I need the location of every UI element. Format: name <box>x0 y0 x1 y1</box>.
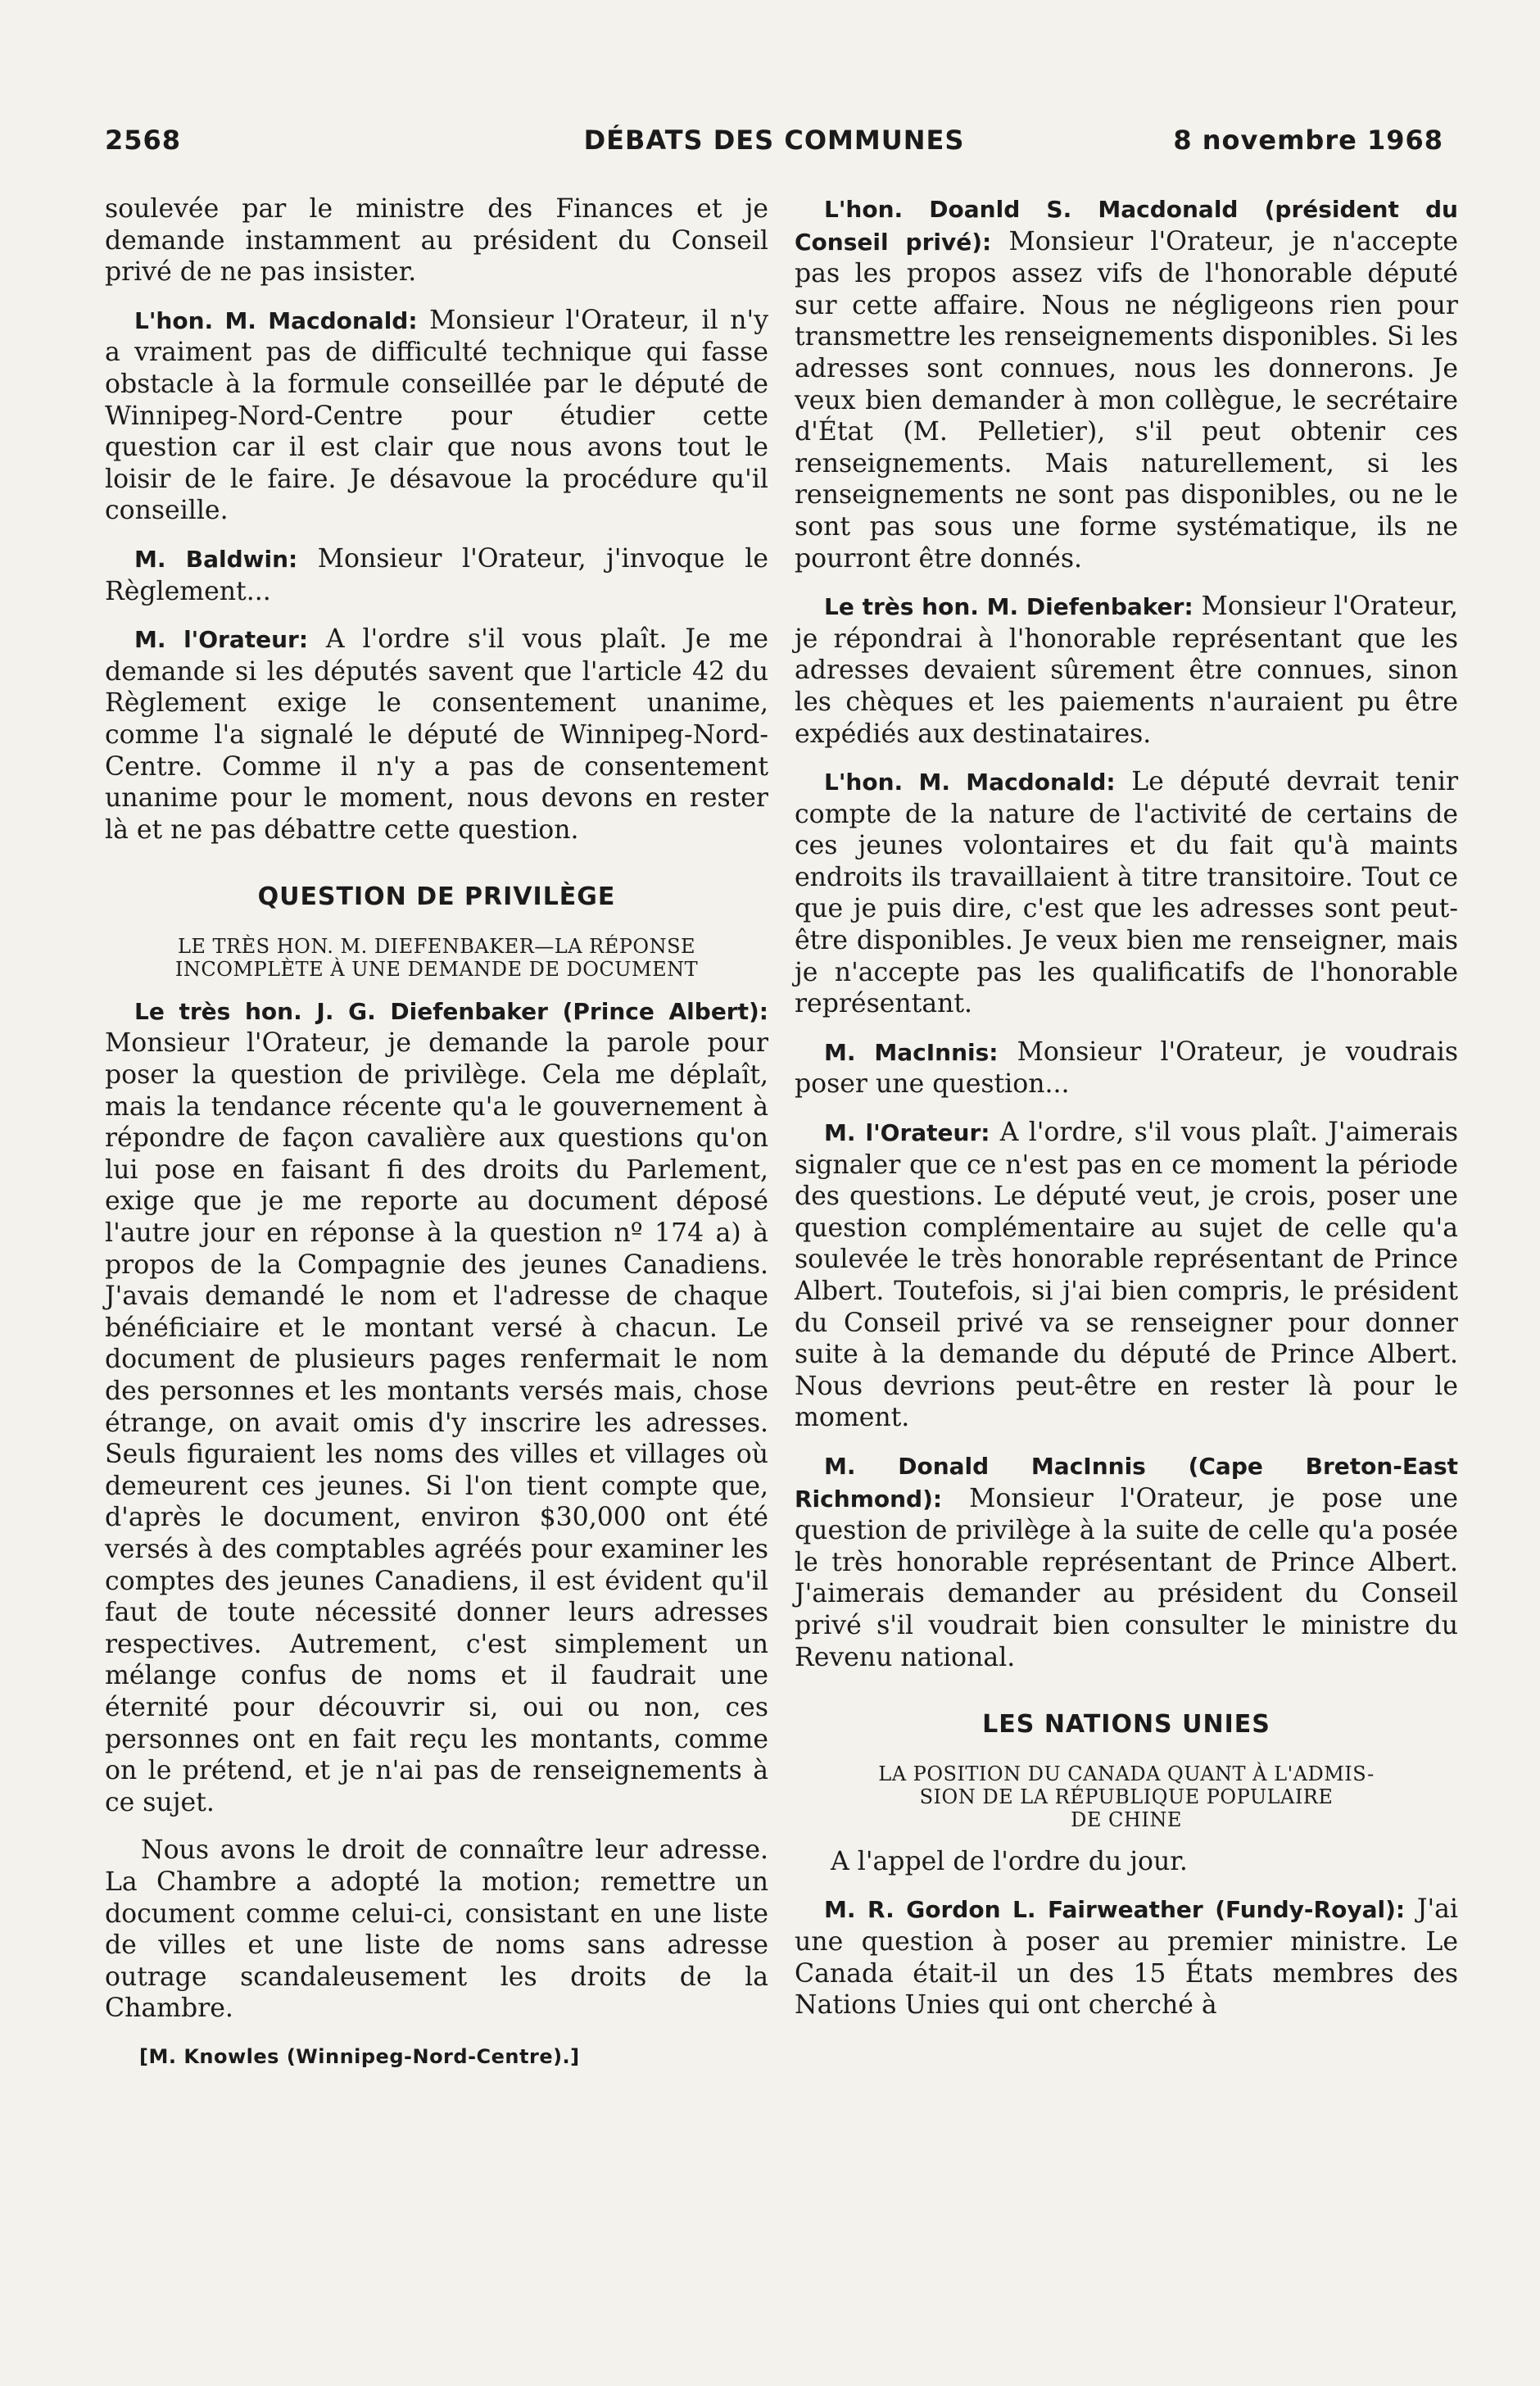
speaker-name: M. Baldwin: <box>134 545 298 573</box>
paragraph: Nous avons le droit de connaître leur adresse. La Chambre a adopté la motion; remettre un document comme celui-ci, consistant en une liste de villes et une liste de noms sans adresse outrage scandaleusement les droits de la Chambre. <box>105 1835 768 2024</box>
speech-text: Monsieur l'Orateur, j'invoque le Règlement... <box>105 543 768 606</box>
right-column <box>795 193 1458 2038</box>
paragraph <box>795 591 1458 750</box>
paragraph <box>105 543 768 607</box>
speaker-note: [M. Knowles (Winnipeg-Nord-Centre).] <box>139 2044 580 2068</box>
speaker-name: M. R. Gordon L. Fairweather (Fundy-Royal): <box>824 1896 1406 1924</box>
speaker-name: M. l'Orateur: <box>134 626 309 654</box>
paragraph <box>105 996 768 1818</box>
subheading-line: DE CHINE <box>1071 1808 1182 1831</box>
paragraph <box>105 305 768 527</box>
subheading-line: SION DE LA RÉPUBLIQUE POPULAIRE <box>919 1785 1334 1808</box>
speaker-name: L'hon. Doanld S. Macdonald (président du Conseil privé): <box>795 196 1458 256</box>
paragraph <box>795 193 1458 574</box>
speech-text: Monsieur l'Orateur, je voudrais poser une question... <box>795 1037 1458 1100</box>
speech-text: J'ai une question à poser au premier ministre. Le Canada était-il un des 15 États membres des Nations Unies qui ont cherché à <box>795 1894 1458 2021</box>
paragraph: soulevée par le ministre des Finances et je demande instamment au président du Conseil privé de ne pas insister. <box>105 194 768 288</box>
speech-text: Monsieur l'Orateur, je répondrai à l'honorable représentant que les adresses devaient sûrement être connues, sinon les chèques et les paiements n'auraient pu être expédiés aux destinataires. <box>795 592 1459 749</box>
paragraph <box>795 1894 1458 2021</box>
speaker-name: L'hon. M. Macdonald: <box>824 769 1116 796</box>
paragraph <box>795 766 1458 1020</box>
speech-text: A l'ordre, s'il vous plaît. J'aimerais signaler que ce n'est pas en ce moment la période des questions. Le député veut, je crois, poser une question complémentaire au sujet de celle qu'a soulevée le très honorable représentant de Prince Albert. Toutefois, si j'ai bien compris, le président du Conseil privé va se renseigner pour donner suite à la demande du député de Prince Albert. Nous devrions peut-être en rester là pour le moment. <box>795 1118 1458 1433</box>
speaker-name: Le très hon. J. G. Diefenbaker (Prince Albert): <box>134 997 768 1025</box>
speaker-name: M. l'Orateur: <box>824 1119 990 1147</box>
speech-text: Monsieur l'Orateur, il n'y a vraiment pas de difficulté technique qui fasse obstacle à la formule conseillée par le député de Winnipeg-Nord-Centre pour étudier cette question car il est clair que nous avons tout le loisir de le faire. Je désavoue la procédure qu'il conseille. <box>105 305 768 526</box>
speech-text: Monsieur l'Orateur, je n'accepte pas les propos assez vifs de l'honorable député sur cette affaire. Nous ne négligeons rien pour transmettre les renseignements disponibles. Si les adresses sont connues, nous les donnerons. Je veux bien demander à mon collègue, le secrétaire d'État (M. Pelletier), s'il peut obtenir ces renseignements. Mais naturellement, si les renseignements ne sont pas disponibles, ou ne le sont pas sous une forme systématique, ils ne pourront être donnés. <box>795 226 1458 574</box>
page-date: 8 novembre 1968 <box>1173 125 1443 156</box>
section-title: QUESTION DE PRIVILÈGE <box>257 882 616 912</box>
speaker-name: L'hon. M. Macdonald: <box>134 306 418 334</box>
page-number: 2568 <box>105 125 182 156</box>
paragraph <box>105 624 768 846</box>
speaker-name: M. MacInnis: <box>824 1038 999 1066</box>
speech-text: Le député devrait tenir compte de la nature de l'activité de certains de ces jeunes volontaires et du fait qu'à maints endroits ils travaillaient à titre transitoire. Tout ce que je puis dire, c'est que les adresses sont peut-être disponibles. Je veux bien me renseigner, mais je n'accepte pas les qualificatifs de l'honorable représentant. <box>795 767 1459 1019</box>
left-column <box>105 193 768 2072</box>
paragraph <box>795 1037 1458 1100</box>
page-header <box>105 125 1443 169</box>
subheading-line: LA POSITION DU CANADA QUANT À L'ADMIS- <box>878 1762 1375 1785</box>
subheading <box>795 1762 1458 1831</box>
subheading: LE TRÈS HON. M. DIEFENBAKER—LA RÉPONSE INCOMPLÈTE À UNE DEMANDE DE DOCUMENT <box>174 934 699 981</box>
speaker-name: M. Donald MacInnis (Cape Breton-East Richmond): <box>795 1452 1458 1513</box>
speech-text: Monsieur l'Orateur, je demande la parole pour poser la question de privilège. Cela me déplaît, mais la tendance récente qu'a le gouvernement à répondre de façon cavalière aux questions qu'on lui pose en faisant fi des droits du Parlement, exige que je me reporte au document déposé l'autre jour en réponse à la question nº 174 a) à propos de la Compagnie des jeunes Canadiens. J'avais demandé le nom et l'adresse de chaque bénéficiaire et le montant versé à chacun. Le document de plusieurs pages renfermait le nom des personnes et les montants versés mais, chose étrange, on avait omis d'y inscrire les adresses. Seuls figuraient les noms des villes et villages où demeurent ces jeunes. Si l'on tient compte que, d'après le document, environ $30,000 ont été versés à des comptables agréés pour examiner les comptes des jeunes Canadiens, il est évident qu'il faut de toute nécessité donner leurs adresses respectives. Autrement, c'est simplement un mélange confus de noms et il faudrait une éternité pour découvrir si, oui ou non, ces personnes ont en fait reçu les montants, comme on le prétend, et je n'ai pas de renseignements à ce sujet. <box>105 1028 768 1817</box>
speech-text: Monsieur l'Orateur, je pose une question de privilège à la suite de celle qu'a posée le très honorable représentant de Prince Albert. J'aimerais demander au président du Conseil privé s'il voudrait bien consulter le ministre du Revenu national. <box>795 1483 1458 1672</box>
paragraph <box>795 1450 1458 1673</box>
speaker-name: Le très hon. M. Diefenbaker: <box>824 593 1194 621</box>
paragraph: A l'appel de l'ordre du jour. <box>831 1846 1188 1876</box>
section-title: LES NATIONS UNIES <box>982 1710 1270 1740</box>
paragraph <box>795 1117 1458 1434</box>
running-title: DÉBATS DES COMMUNES <box>583 125 965 156</box>
speech-text: A l'ordre s'il vous plaît. Je me demande si les députés savent que l'article 42 du Règlement exige le consentement unanime, comme l'a signalé le député de Winnipeg-Nord-Centre. Comme il n'y a pas de consentement unanime pour le moment, nous devons en rester là et ne pas débattre cette question. <box>105 624 768 845</box>
